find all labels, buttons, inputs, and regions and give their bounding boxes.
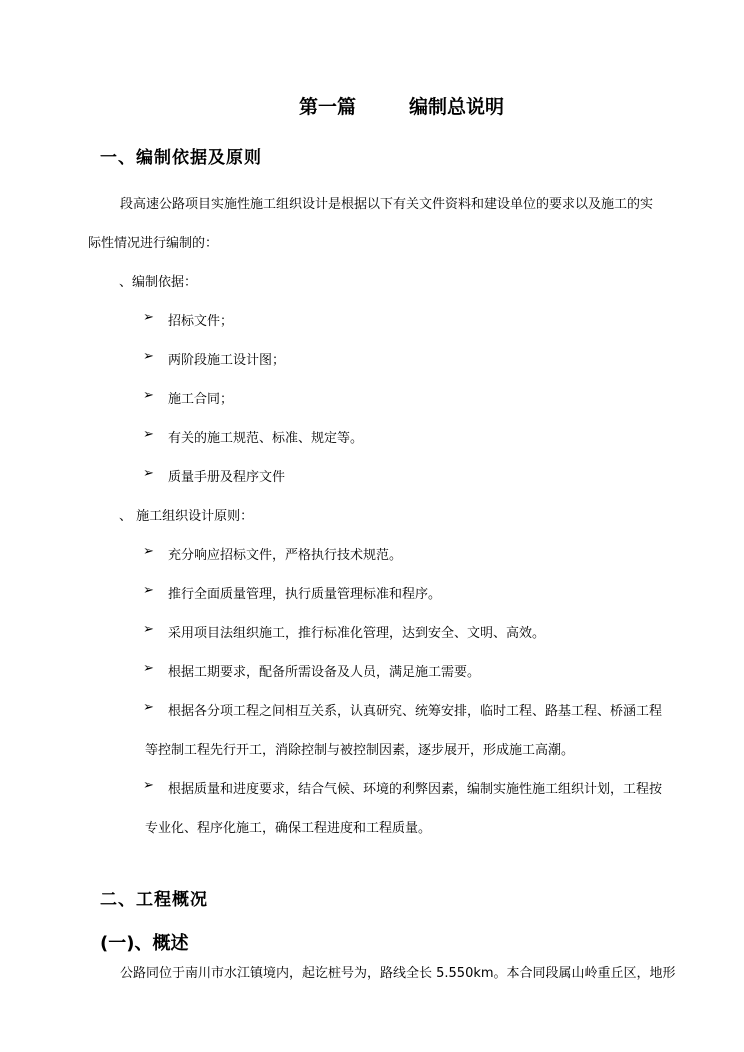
- list-item: ➢ 两阶段施工设计图；: [143, 349, 286, 368]
- title-part-1: 第一篇: [299, 96, 357, 118]
- list-item: ➢ 有关的施工规范、标准、规定等。: [143, 427, 364, 446]
- arrow-bullet-icon: ➢: [143, 661, 154, 676]
- basis-label: 、编制依据：: [119, 275, 198, 290]
- list-item: ➢ 推行全面质量管理，执行质量管理标准和程序。: [143, 583, 442, 602]
- overview-paragraph: 公路同位于南川市水江镇境内，起讫桩号为，路线全长 5.550km。本合同段属山岭重丘区，地形: [120, 966, 676, 981]
- subsection-heading: (一)、概述: [100, 933, 189, 954]
- arrow-bullet-icon: ➢: [143, 427, 154, 442]
- arrow-bullet-icon: ➢: [143, 466, 154, 481]
- list-item: ➢ 根据质量和进度要求，结合气候、环境的利弊因素，编制实施性施工组织计划，工程按: [143, 778, 663, 797]
- arrow-bullet-icon: ➢: [143, 544, 154, 559]
- section-1-heading: 一、编制依据及原则: [100, 148, 262, 168]
- section-2-heading: 二、工程概况: [100, 890, 208, 910]
- intro-line-1: 段高速公路项目实施性施工组织设计是根据以下有关文件资料和建设单位的要求以及施工的实: [120, 197, 654, 212]
- principles-label: 、 施工组织设计原则：: [119, 509, 254, 524]
- arrow-bullet-icon: ➢: [143, 583, 154, 598]
- list-item: ➢ 采用项目法组织施工，推行标准化管理，达到安全、文明、高效。: [143, 622, 546, 641]
- list-item: ➢ 质量手册及程序文件: [143, 466, 286, 485]
- arrow-bullet-icon: ➢: [143, 700, 154, 715]
- arrow-bullet-icon: ➢: [143, 388, 154, 403]
- title-part-2: 编制总说明: [409, 96, 505, 118]
- list-item: ➢ 充分响应招标文件，严格执行技术规范。: [143, 544, 403, 563]
- list-item: ➢ 根据工期要求，配备所需设备及人员，满足施工需要。: [143, 661, 481, 680]
- arrow-bullet-icon: ➢: [143, 778, 154, 793]
- arrow-bullet-icon: ➢: [143, 310, 154, 325]
- intro-line-2: 际性情况进行编制的：: [88, 236, 219, 251]
- list-item: ➢ 根据各分项工程之间相互关系，认真研究、统筹安排，临时工程、路基工程、桥涵工程: [143, 700, 663, 719]
- list-item-continuation: 专业化、程序化施工，确保工程进度和工程质量。: [145, 821, 432, 836]
- arrow-bullet-icon: ➢: [143, 622, 154, 637]
- arrow-bullet-icon: ➢: [143, 349, 154, 364]
- list-item-continuation: 等控制工程先行开工，消除控制与被控制因素，逐步展开，形成施工高潮。: [145, 743, 575, 758]
- list-item: ➢ 施工合同；: [143, 388, 234, 407]
- list-item: ➢ 招标文件；: [143, 310, 234, 329]
